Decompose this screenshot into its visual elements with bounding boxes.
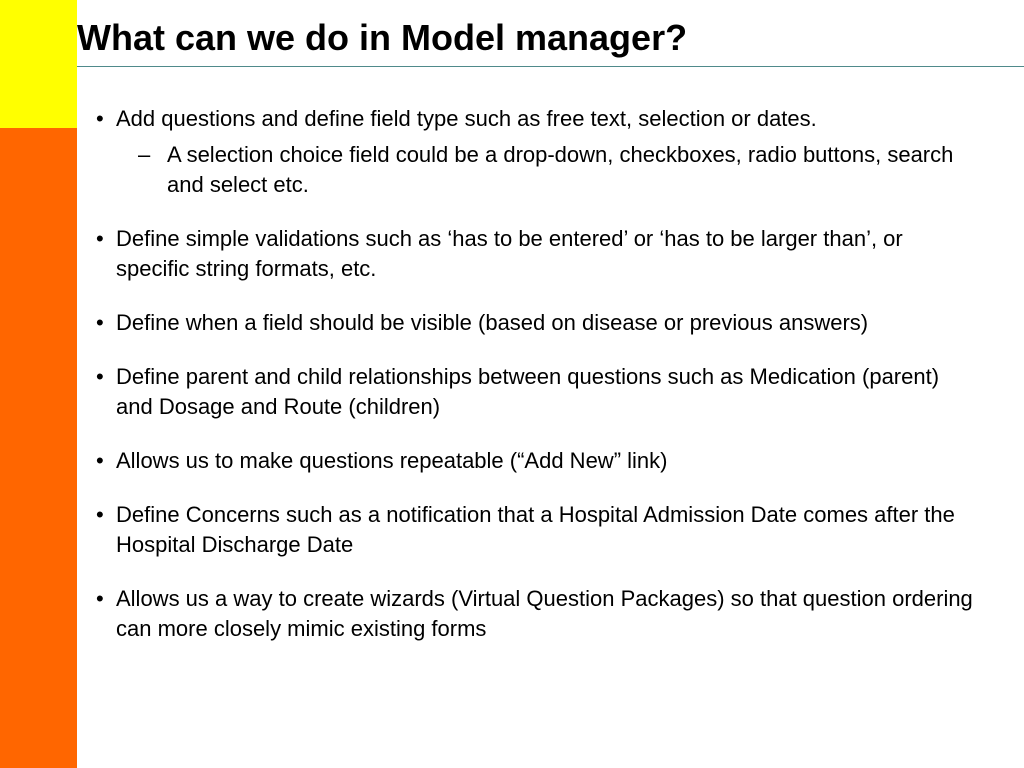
sidebar-accent-top (0, 0, 77, 128)
bullet-dot-icon: • (96, 448, 104, 473)
bullet-item (96, 446, 976, 476)
sidebar-accent-bottom (0, 128, 77, 768)
bullet-item (96, 362, 976, 422)
bullet-item (96, 104, 976, 200)
bullet-text: Allows us to make questions repeatable (“Add New” link) (116, 448, 668, 473)
bullet-dot-icon: • (96, 310, 104, 335)
bullet-text: Define when a field should be visible (based on disease or previous answers) (116, 310, 869, 335)
dash-icon: – (138, 142, 151, 167)
bullet-list (96, 104, 976, 668)
bullet-item (96, 224, 976, 284)
slide-title: What can we do in Model manager? (77, 17, 688, 58)
bullet-dot-icon: • (96, 502, 104, 527)
bullet-text: Define simple validations such as ‘has to be entered’ or ‘has to be larger than’, or specific string formats, etc. (116, 226, 903, 281)
sub-bullet-list (116, 140, 976, 200)
bullet-item (96, 500, 976, 560)
bullet-item (96, 584, 976, 644)
bullet-dot-icon: • (96, 226, 104, 251)
sub-bullet-item (116, 140, 976, 200)
bullet-text: Define Concerns such as a notification that a Hospital Admission Date comes after the Hospital Discharge Date (116, 502, 955, 557)
bullet-item (96, 308, 976, 338)
bullet-dot-icon: • (96, 364, 104, 389)
bullet-text: Allows us a way to create wizards (Virtual Question Packages) so that question ordering can more closely mimic existing forms (116, 586, 973, 641)
bullet-text: Add questions and define field type such as free text, selection or dates. (116, 106, 817, 131)
bullet-dot-icon: • (96, 106, 104, 131)
sub-bullet-text: A selection choice field could be a drop-down, checkboxes, radio buttons, search and select etc. (167, 142, 954, 197)
title-divider (77, 66, 1024, 67)
bullet-text: Define parent and child relationships between questions such as Medication (parent) and Dosage and Route (children) (116, 364, 940, 419)
bullet-dot-icon: • (96, 586, 104, 611)
